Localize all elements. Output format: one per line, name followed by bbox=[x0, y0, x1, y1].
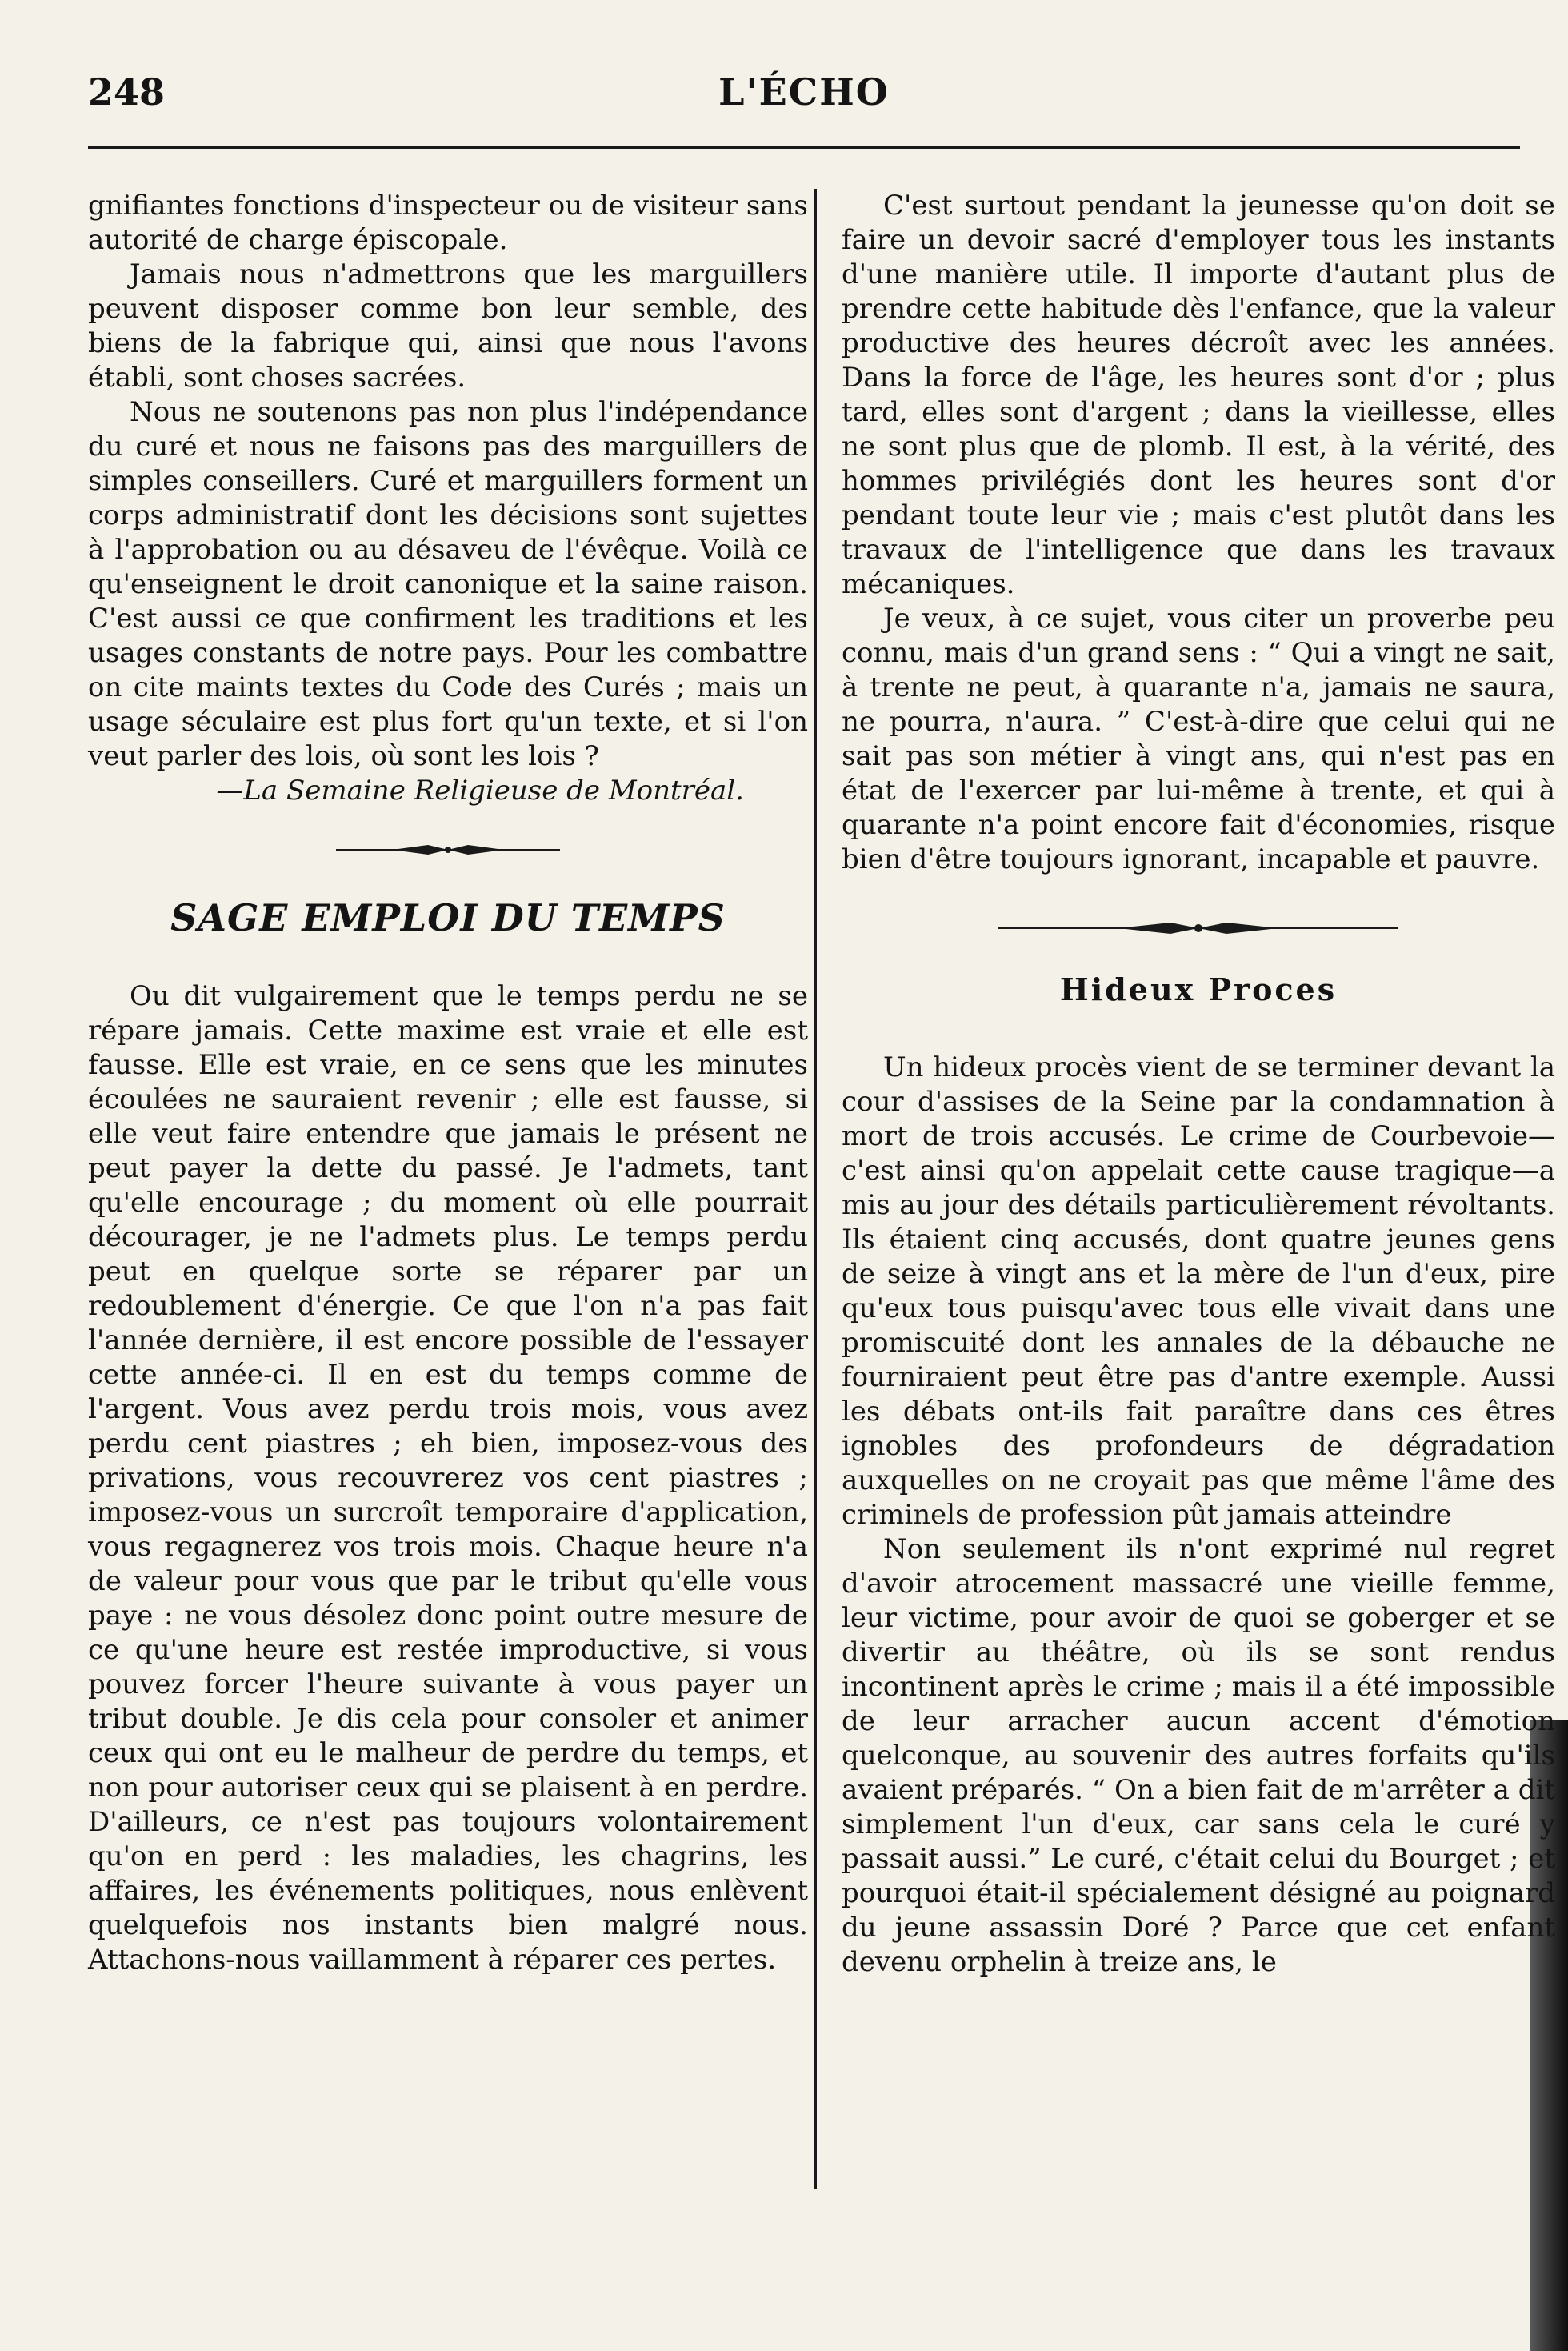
article-paragraph: Ou dit vulgairement que le temps perdu ne se répare jamais. Cette maxime est vraie et elle est fausse. Elle est vraie, en ce sens que les minutes écoulées ne sauraient revenir ; elle est fausse, si elle veut faire entendre que jamais le présent ne peut payer la dette du passé. Je l'admets, tant qu'elle encourage ; du moment où elle pourrait décourager, je ne l'admets plus. Le temps perdu peut en quelque sorte se réparer par un redoublement d'énergie. Ce que l'on n'a pas fait l'année dernière, il est encore possible de l'essayer cette année-ci. Il en est du temps comme de l'argent. Vous avez perdu trois mois, vous avez perdu cent piastres ; eh bien, imposez-vous des privations, vous recouvrerez vos cent piastres ; imposez-vous un surcroît temporaire d'application, vous regagnerez vos trois mois. Chaque heure n'a de valeur pour vous que par le tribut qu'elle vous paye : ne vous désolez donc point outre mesure de ce qu'une heure est restée improductive, si vous pouvez forcer l'heure suivante à vous payer un tribut double. Je dis cela pour consoler et animer ceux qui ont eu le malheur de perdre du temps, et non pour autoriser ceux qui se plaisent à en perdre. D'ailleurs, ce n'est pas toujours volontairement qu'on en perd : les maladies, les chagrins, les affaires, les événements politiques, nous enlèvent quelquefois nos instants bien malgré nous. Attachons-nous vaillamment à réparer ces pertes. bbox=[88, 980, 808, 1976]
journal-title: L'ÉCHO bbox=[718, 70, 890, 114]
left-column bbox=[88, 189, 808, 1977]
section-title: Hideux Proces bbox=[1059, 971, 1338, 1007]
page-header bbox=[88, 70, 1520, 126]
column-divider bbox=[814, 189, 817, 2189]
ornament-divider bbox=[998, 917, 1398, 939]
article-paragraph: Je veux, à ce sujet, vous citer un proverbe peu connu, mais d'un grand sens : “ Qui a vingt ne sait, à trente ne peut, à quarante n'a, jamais ne saura, ne pourra, n'aura. ” C'est-à-dire que celui qui ne sait pas son métier à vingt ans, qui n'est pas en état de l'exercer par lui-même à trente, et qui à quarante n'a point encore fait d'économies, risque bien d'être toujours ignorant, incapable et pauvre. bbox=[842, 603, 1555, 875]
article-paragraph: Non seulement ils n'ont exprimé nul regret d'avoir atrocement massacré une vieille femme, leur victime, pour avoir de quoi se goberger et se divertir au théâtre, où ils se sont rendus incontinent après le crime ; mais il a été impossible de leur arracher aucun accent d'émotion quelconque, au souvenir des autres forfaits qu'ils avaient préparés. “ On a bien fait de m'arrêter a dit simplement l'un d'eux, car sans cela le curé y passait aussi.” Le curé, c'était celui du Bourget ; et pourquoi était-il spécialement désigné au poignard du jeune assassin Doré ? Parce que cet enfant devenu orphelin à treize ans, le bbox=[842, 1533, 1555, 1978]
continuation-paragraph: Nous ne soutenons pas non plus l'indépendance du curé et nous ne faisons pas des marguillers de simples conseillers. Curé et marguillers forment un corps administratif dont les décisions sont sujettes à l'approbation ou au désaveu de l'évêque. Voilà ce qu'enseignent le droit canonique et la saine raison. C'est aussi ce que confirment les traditions et les usages constants de notre pays. Pour les combattre on cite maints textes du Code des Curés ; mais un usage séculaire est plus fort qu'un texte, et si l'on veut parler des lois, où sont les lois ? bbox=[88, 396, 808, 772]
continuation-paragraph: gnifiantes fonctions d'inspecteur ou de visiteur sans autorité de charge épiscopale. bbox=[88, 190, 808, 256]
ornament-divider bbox=[336, 839, 560, 861]
right-column bbox=[842, 189, 1555, 1980]
header-rule bbox=[88, 146, 1520, 149]
page-number: 248 bbox=[88, 70, 166, 114]
section-title: SAGE EMPLOI DU TEMPS bbox=[170, 896, 726, 939]
continuation-paragraph: Jamais nous n'admettrons que les marguillers peuvent disposer comme bon leur semble, des biens de la fabrique qui, ainsi que nous l'avons établi, sont choses sacrées. bbox=[88, 258, 808, 394]
article-paragraph: C'est surtout pendant la jeunesse qu'on doit se faire un devoir sacré d'employer tous les instants d'une manière utile. Il importe d'autant plus de prendre cette habitude dès l'enfance, que la valeur productive des heures décroît avec les années. Dans la force de l'âge, les heures sont d'or ; plus tard, elles sont d'argent ; dans la vieillesse, elles ne sont plus que de plomb. Il est, à la vérité, des hommes privilégiés dont les heures sont d'or pendant toute leur vie ; mais c'est plutôt dans les travaux de l'intelligence que dans les travaux mécaniques. bbox=[842, 190, 1555, 600]
source-attribution: —La Semaine Religieuse de Montréal. bbox=[216, 775, 744, 807]
article-paragraph: Un hideux procès vient de se terminer devant la cour d'assises de la Seine par la condamnation à mort de trois accusés. Le crime de Courbevoie—c'est ainsi qu'on appelait cette cause tragique—a mis au jour des détails particulièrement révoltants. Ils étaient cinq accusés, dont quatre jeunes gens de seize à vingt ans et la mère de l'un d'eux, pire qu'eux tous puisqu'avec tous elle vivait dans une promiscuité dont les annales de la débauche ne fourniraient peut être pas d'antre exemple. Aussi les débats ont-ils fait paraître dans ces êtres ignobles des profondeurs de dégradation auxquelles on ne croyait pas que même l'âme des criminels de profession pût jamais atteindre bbox=[842, 1051, 1555, 1531]
